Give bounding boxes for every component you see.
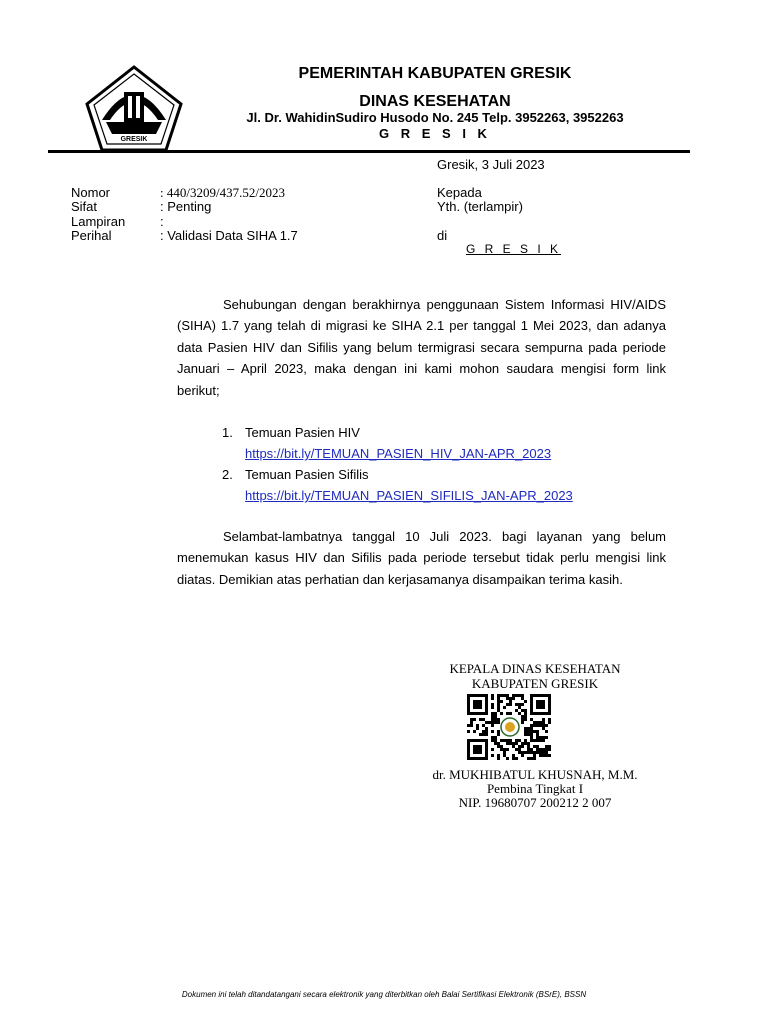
recipient-di: di (437, 228, 448, 243)
perihal-value: : Validasi Data SIHA 1.7 (160, 228, 298, 243)
paragraph-2-text: Selambat-lambatnya tanggal 10 Juli 2023. bagi layanan yang belum menemukan kasus HIV dan Sifilis pada periode tersebut tidak perlu mengisi link diatas. Demikian atas perhatian dan kerjasamanya disampaikan terima kasih. (177, 529, 666, 587)
recipient-yth: Yth. (terlampir) (437, 199, 523, 214)
agency-name: PEMERINTAH KABUPATEN GRESIK (298, 65, 572, 82)
lampiran-label: Lampiran (71, 214, 126, 229)
department-name: DINAS KESEHATAN (359, 93, 511, 110)
list-item (222, 422, 672, 443)
body-paragraph-2 (177, 526, 666, 590)
letterhead-divider (48, 150, 690, 153)
address-line: Jl. Dr. WahidinSudiro Husodo No. 245 Telp. 3952263, 3952263 (246, 110, 624, 125)
list-item-title: Temuan Pasien HIV (245, 425, 360, 440)
body-paragraph-1 (177, 294, 666, 401)
paragraph-1-text: Sehubungan dengan berakhirnya penggunaan Sistem Informasi HIV/AIDS (SIHA) 1.7 yang telah di migrasi ke SIHA 2.1 per tanggal 1 Mei 2023, dan adanya data Pasien HIV dan Sifilis yang belum termigrasi secara sempurna pada periode Januari – April 2023, maka dengan ini kami mohon saudara mengisi form link berikut; (177, 297, 666, 398)
hiv-form-link[interactable]: https://bit.ly/TEMUAN_PASIEN_HIV_JAN-APR_2023 (245, 446, 552, 461)
nomor-label: Nomor (71, 185, 111, 200)
sifat-label: Sifat (71, 199, 98, 214)
list-item-link-row (222, 485, 672, 506)
city-line: G R E S I K (379, 126, 491, 141)
list-number: 2. (222, 467, 233, 482)
signature-title-2: KABUPATEN GRESIK (471, 676, 599, 691)
list-item-title: Temuan Pasien Sifilis (245, 467, 369, 482)
qr-code-signature (467, 694, 551, 760)
sifat-value: : Penting (160, 199, 212, 214)
signatory-rank: Pembina Tingkat I (486, 781, 584, 796)
signatory-nip: NIP. 19680707 200212 2 007 (458, 795, 612, 810)
recipient-city: G R E S I K (466, 242, 562, 256)
signature-title-1: KEPALA DINAS KESEHATAN (449, 661, 621, 676)
list-item-link-row (222, 443, 672, 464)
gresik-regency-logo (84, 64, 184, 154)
e-signature-footer: Dokumen ini telah ditandatangani secara elektronik yang diterbitkan oleh Balai Sertifikasi Elektronik (BSrE), BSSN (181, 990, 587, 999)
logo-text: GRESIK (120, 136, 148, 143)
recipient-kepada: Kepada (437, 185, 482, 200)
perihal-label: Perihal (71, 228, 112, 243)
nomor-value: : 440/3209/437.52/2023 (160, 185, 285, 200)
list-item (222, 464, 672, 485)
sifilis-form-link[interactable]: https://bit.ly/TEMUAN_PASIEN_SIFILIS_JAN-APR_2023 (245, 488, 573, 503)
list-number: 1. (222, 425, 233, 440)
signatory-name: dr. MUKHIBATUL KHUSNAH, M.M. (432, 767, 638, 782)
link-list (222, 422, 672, 506)
letter-date: Gresik, 3 Juli 2023 (437, 157, 545, 172)
lampiran-value: : (160, 214, 164, 229)
